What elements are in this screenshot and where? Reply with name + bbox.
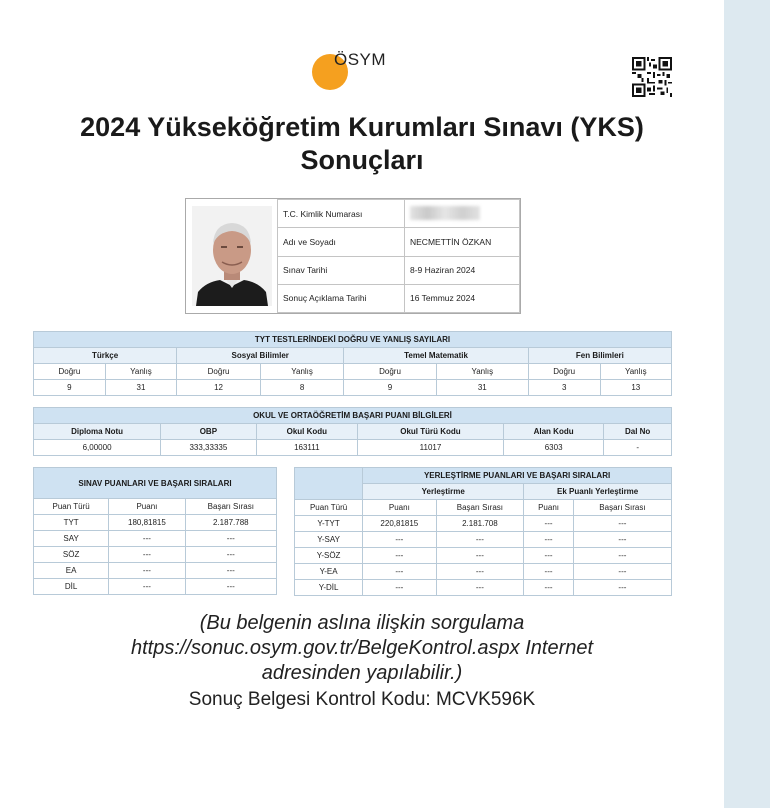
table-cell: --- [109, 579, 185, 595]
column-header: Alan Kodu [503, 424, 603, 440]
column-header: Okul Türü Kodu [358, 424, 504, 440]
table-cell: 11017 [358, 440, 504, 456]
column-header: Yanlış [436, 364, 528, 380]
placement-scores-table [294, 467, 672, 596]
table-cell: --- [185, 579, 276, 595]
identity-table [277, 199, 520, 313]
table-cell: --- [109, 563, 185, 579]
table-row [34, 531, 277, 547]
identity-value: NECMETTİN ÖZKAN [405, 228, 520, 256]
table-cell: --- [185, 531, 276, 547]
table-row [295, 532, 672, 548]
table-cell: DİL [34, 579, 109, 595]
table-cell: 2.181.708 [436, 516, 524, 532]
subject-header: Temel Matematik [344, 348, 529, 364]
column-header: Doğru [344, 364, 437, 380]
column-header: Yanlış [105, 364, 176, 380]
page-title: 2024 Yükseköğretim Kurumları Sınavı (YKS) [80, 112, 644, 142]
table-cell: --- [524, 580, 574, 596]
table-cell: --- [524, 532, 574, 548]
table-cell: --- [109, 547, 185, 563]
table-cell: 13 [600, 380, 671, 396]
identity-label: Sınav Tarihi [278, 256, 405, 284]
candidate-photo [192, 206, 272, 306]
column-header: Puan Türü [34, 499, 109, 515]
table-row [34, 579, 277, 595]
table-row [34, 364, 672, 380]
table-row [295, 548, 672, 564]
column-header: Başarı Sırası [436, 500, 524, 516]
identity-value [405, 200, 520, 228]
identity-row [278, 200, 520, 228]
column-header: Başarı Sırası [573, 500, 671, 516]
table-row [34, 563, 277, 579]
redacted-id-number [410, 206, 480, 220]
table-cell: --- [363, 548, 436, 564]
table-cell: --- [109, 531, 185, 547]
table-row [34, 547, 277, 563]
column-header: Diploma Notu [34, 424, 161, 440]
identity-row [278, 284, 520, 312]
osym-logo [312, 48, 402, 92]
table-cell: SAY [34, 531, 109, 547]
table-cell: --- [573, 548, 671, 564]
table-cell: 163111 [256, 440, 357, 456]
table-cell: --- [573, 580, 671, 596]
identity-label: T.C. Kimlik Numarası [278, 200, 405, 228]
table-cell: --- [436, 564, 524, 580]
table-cell: --- [573, 532, 671, 548]
subject-header: Türkçe [34, 348, 177, 364]
group-header: Yerleştirme [363, 484, 524, 500]
table-cell: Y-SÖZ [295, 548, 363, 564]
table-cell: --- [524, 516, 574, 532]
identity-label: Adı ve Soyadı [278, 228, 405, 256]
column-header: Okul Kodu [256, 424, 357, 440]
table-cell: Y-EA [295, 564, 363, 580]
school-info-table [33, 407, 672, 456]
control-code: Sonuç Belgesi Kontrol Kodu: MCVK596K [188, 689, 536, 710]
subject-header: Fen Bilimleri [528, 348, 671, 364]
column-header: Puanı [524, 500, 574, 516]
table-cell: --- [436, 548, 524, 564]
table-cell: Y-DİL [295, 580, 363, 596]
table-cell: 9 [344, 380, 437, 396]
column-header: Doğru [34, 364, 106, 380]
verification-note-line: (Bu belgenin aslına ilişkin sorgulama [199, 612, 525, 634]
column-header: Doğru [528, 364, 600, 380]
logo-text: ÖSYM [334, 50, 387, 69]
table-title: OKUL VE ORTAÖĞRETİM BAŞARI PUANI BİLGİLERİ [34, 408, 672, 424]
table-cell: --- [363, 564, 436, 580]
table-cell: TYT [34, 515, 109, 531]
table-cell: 333,33335 [161, 440, 257, 456]
identity-card [185, 198, 521, 314]
table-cell: --- [573, 516, 671, 532]
page-subtitle: Sonuçları [300, 145, 424, 175]
table-cell: Y-TYT [295, 516, 363, 532]
exam-scores-table [33, 467, 277, 595]
table-cell: 9 [34, 380, 106, 396]
table-cell: --- [363, 580, 436, 596]
identity-value: 16 Temmuz 2024 [405, 284, 520, 312]
table-title: YERLEŞTİRME PUANLARI VE BAŞARI SIRALARI [363, 468, 672, 484]
column-header: Puanı [109, 499, 185, 515]
table-cell: 6303 [503, 440, 603, 456]
table-cell: --- [573, 564, 671, 580]
table-row [295, 516, 672, 532]
table-row [34, 380, 672, 396]
table-cell: --- [185, 563, 276, 579]
column-header: Puanı [363, 500, 436, 516]
table-cell: 8 [260, 380, 343, 396]
table-row [34, 515, 277, 531]
table-cell: --- [363, 532, 436, 548]
table-cell: --- [185, 547, 276, 563]
identity-label: Sonuç Açıklama Tarihi [278, 284, 405, 312]
column-header: Başarı Sırası [185, 499, 276, 515]
table-cell: - [604, 440, 672, 456]
table-cell: 12 [177, 380, 261, 396]
column-header: Yanlış [260, 364, 343, 380]
tyt-results-table [33, 331, 672, 396]
table-cell: 220,81815 [363, 516, 436, 532]
verification-note-line: adresinden yapılabilir.) [261, 662, 463, 684]
identity-row [278, 256, 520, 284]
table-cell: --- [524, 564, 574, 580]
table-cell: Y-SAY [295, 532, 363, 548]
table-row [34, 440, 672, 456]
qr-code-icon [632, 57, 672, 97]
group-header: Ek Puanlı Yerleştirme [524, 484, 672, 500]
table-cell: 3 [528, 380, 600, 396]
table-cell: --- [524, 548, 574, 564]
table-cell: SÖZ [34, 547, 109, 563]
verification-url: https://sonuc.osym.gov.tr/BelgeKontrol.aspx Internet [130, 637, 594, 659]
identity-value: 8-9 Haziran 2024 [405, 256, 520, 284]
column-header: OBP [161, 424, 257, 440]
column-header: Dal No [604, 424, 672, 440]
table-cell: 2.187.788 [185, 515, 276, 531]
table-row [295, 580, 672, 596]
table-cell: --- [436, 532, 524, 548]
table-cell: 180,81815 [109, 515, 185, 531]
table-cell: --- [436, 580, 524, 596]
column-header: Yanlış [600, 364, 671, 380]
table-corner [295, 468, 363, 500]
table-title: TYT TESTLERİNDEKİ DOĞRU VE YANLIŞ SAYILARI [34, 332, 672, 348]
table-cell: 6,00000 [34, 440, 161, 456]
table-row [295, 564, 672, 580]
column-header: Doğru [177, 364, 261, 380]
table-cell: 31 [436, 380, 528, 396]
side-panel [724, 0, 770, 808]
identity-row [278, 228, 520, 256]
subject-header: Sosyal Bilimler [177, 348, 344, 364]
column-header: Puan Türü [295, 500, 363, 516]
table-cell: EA [34, 563, 109, 579]
table-title: SINAV PUANLARI VE BAŞARI SIRALARI [34, 468, 277, 499]
table-cell: 31 [105, 380, 176, 396]
